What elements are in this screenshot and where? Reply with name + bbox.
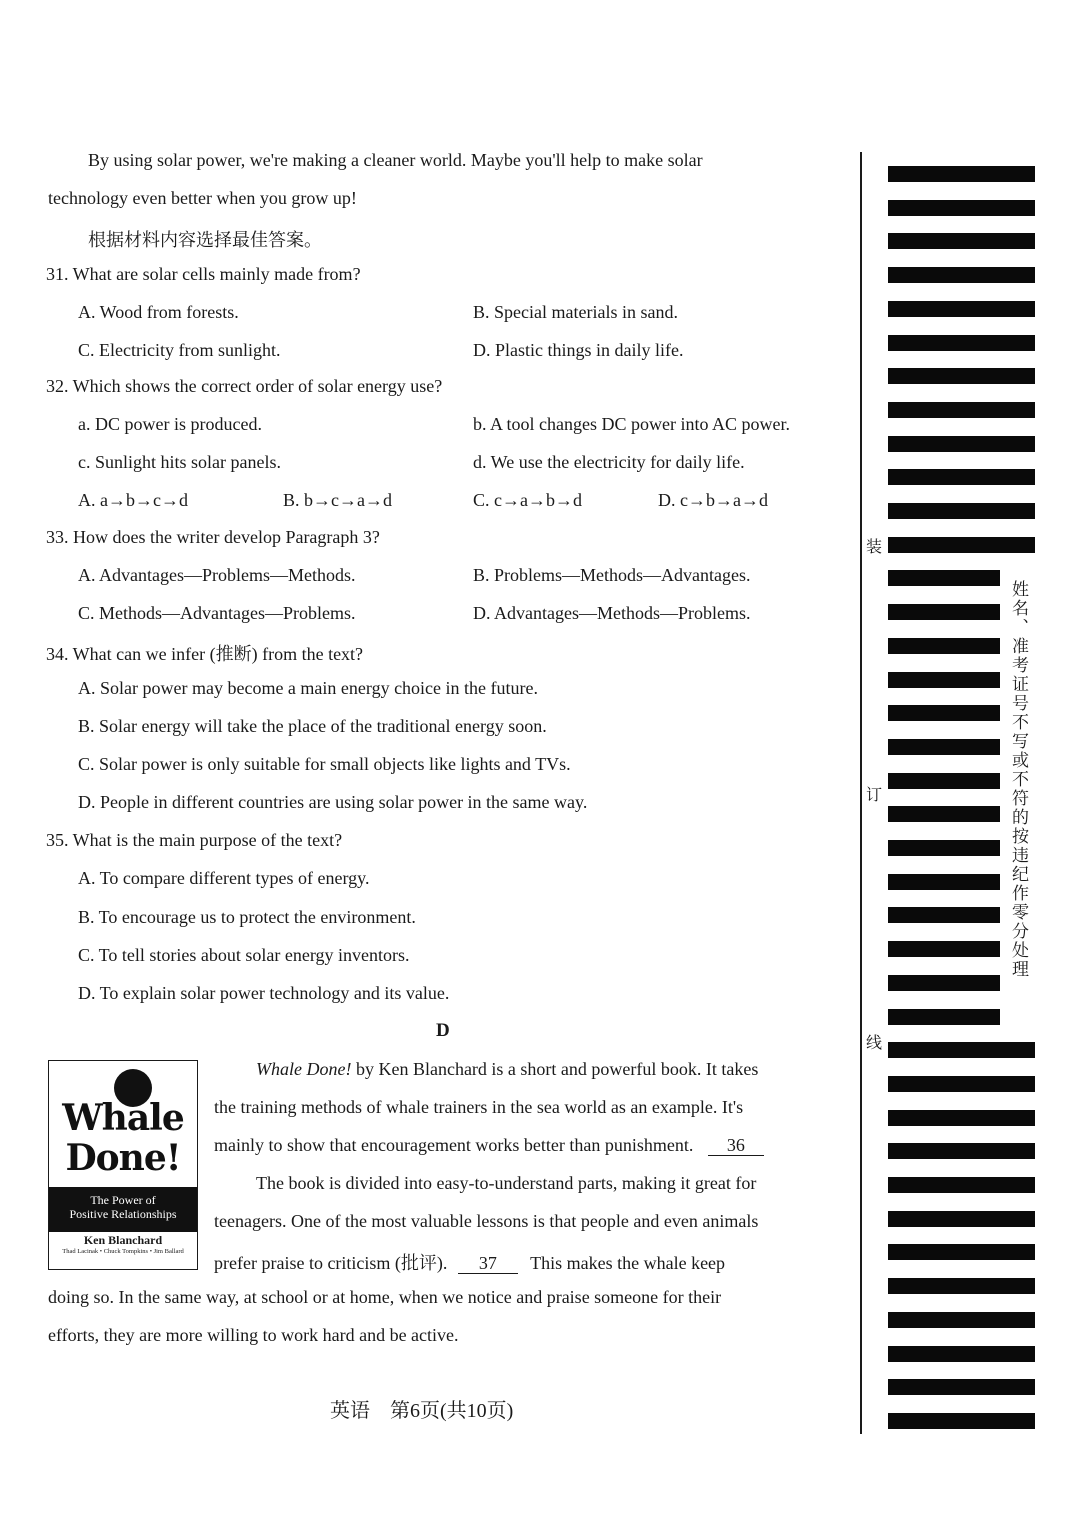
barcode-bar <box>888 806 1000 822</box>
barcode-bar <box>888 1177 1035 1193</box>
book-title-inline: Whale Done! <box>256 1059 352 1079</box>
book-author: Ken Blanchard <box>83 1233 163 1247</box>
q33-option-c: C. Methods—Advantages—Problems. <box>78 603 356 623</box>
barcode-bar <box>888 537 1035 553</box>
barcode-bar <box>888 402 1035 418</box>
binding-mark-bottom: 线 <box>866 1035 883 1052</box>
binding-mark-mid: 订 <box>866 787 883 804</box>
barcode-bar <box>888 705 1000 721</box>
barcode-bar <box>888 503 1035 519</box>
d-p1-line-1-rest: by Ken Blanchard is a short and powerful book. It takes <box>351 1059 759 1079</box>
barcode-bar <box>888 233 1035 249</box>
d-p1-line-2: the training methods of whale trainers in the sea world as an example. It's <box>214 1097 744 1117</box>
barcode-bar <box>888 1042 1035 1058</box>
d-p2-line-2: teenagers. One of the most valuable lessons is that people and even animals <box>214 1211 759 1231</box>
section-d-label: D <box>436 1020 450 1041</box>
book-title-line-1: Whale <box>62 1097 184 1139</box>
barcode-bar <box>888 469 1035 485</box>
q32-option-c: C. c→a→b→d <box>473 490 582 510</box>
intro-line-2: technology even better when you grow up! <box>48 188 357 208</box>
barcode-bar <box>888 739 1000 755</box>
q33-option-b: B. Problems—Methods—Advantages. <box>473 565 751 585</box>
barcode-bar <box>888 1076 1035 1092</box>
binding-line <box>860 152 862 1434</box>
barcode-bar <box>888 301 1035 317</box>
barcode-bar <box>888 1009 1000 1025</box>
barcode-bar <box>888 1110 1035 1126</box>
d-p1-line-3 <box>214 1135 764 1156</box>
q31-option-c: C. Electricity from sunlight. <box>78 340 281 360</box>
binding-notice: 姓名、准考证号不写或不符的按违纪作零分处理 <box>1008 580 1028 979</box>
question-31-stem: 31. What are solar cells mainly made from? <box>46 264 361 284</box>
barcode-bar <box>888 1312 1035 1328</box>
q33-option-d: D. Advantages—Methods—Problems. <box>473 603 751 623</box>
d-p1-line-1 <box>256 1059 758 1080</box>
q32-step-a: a. DC power is produced. <box>78 414 262 434</box>
barcode-bar <box>888 267 1035 283</box>
q32-option-b: B. b→c→a→d <box>283 490 392 510</box>
q32-option-d: D. c→b→a→d <box>658 490 768 510</box>
d-p2-line-3 <box>214 1249 725 1275</box>
q35-option-c: C. To tell stories about solar energy inventors. <box>78 945 410 965</box>
barcode-bar <box>888 604 1000 620</box>
page-footer: 英语 第6页(共10页) <box>330 1400 514 1422</box>
barcode-bar <box>888 1413 1035 1429</box>
q35-option-b: B. To encourage us to protect the environment. <box>78 907 416 927</box>
q31-option-b: B. Special materials in sand. <box>473 302 678 322</box>
q32-step-d: d. We use the electricity for daily life. <box>473 452 745 472</box>
q32-step-c: c. Sunlight hits solar panels. <box>78 452 281 472</box>
book-subtitle-band <box>49 1187 197 1232</box>
barcode-bar <box>888 335 1035 351</box>
barcode-bar <box>888 672 1000 688</box>
barcode-bar <box>888 907 1000 923</box>
q34-option-c: C. Solar power is only suitable for small objects like lights and TVs. <box>78 754 571 774</box>
book-subtitle-line-2: Positive Relationships <box>69 1207 177 1221</box>
d-p2-line-3a: prefer praise to criticism (批评). <box>214 1253 448 1273</box>
barcode-bar <box>888 638 1000 654</box>
book-coauthors: Thad Lacinak • Chuck Tompkins • Jim Ballard <box>62 1248 184 1255</box>
q31-option-a: A. Wood from forests. <box>78 302 239 322</box>
barcode-bar <box>888 1379 1035 1395</box>
intro-line-1: By using solar power, we're making a cleaner world. Maybe you'll help to make solar <box>88 150 703 170</box>
barcode-bar <box>888 200 1035 216</box>
d-p1-line-3-text: mainly to show that encouragement works better than punishment. <box>214 1135 694 1155</box>
question-35-stem: 35. What is the main purpose of the text? <box>46 830 343 850</box>
instruction: 根据材料内容选择最佳答案。 <box>88 230 322 250</box>
q31-option-d: D. Plastic things in daily life. <box>473 340 684 360</box>
barcode-bar <box>888 570 1000 586</box>
barcode-bar <box>888 166 1035 182</box>
q34-option-a: A. Solar power may become a main energy choice in the future. <box>78 678 539 698</box>
barcode-bar <box>888 874 1000 890</box>
barcode-bar <box>888 436 1035 452</box>
d-p2-line-1: The book is divided into easy-to-understand parts, making it great for <box>256 1173 757 1193</box>
barcode-bar <box>888 1143 1035 1159</box>
q32-step-b: b. A tool changes DC power into AC power. <box>473 414 790 434</box>
binding-mark-top: 装 <box>866 539 883 556</box>
barcode-bar <box>888 840 1000 856</box>
q32-option-a: A. a→b→c→d <box>78 490 188 510</box>
question-33-stem: 33. How does the writer develop Paragraph 3? <box>46 527 380 547</box>
blank-36[interactable]: 36 <box>708 1135 764 1156</box>
book-title-line-2: Done! <box>65 1137 181 1179</box>
d-p2-line-4: doing so. In the same way, at school or at home, when we notice and praise someone for their <box>48 1287 722 1307</box>
d-p2-line-3b: This makes the whale keep <box>530 1253 726 1273</box>
question-34-stem: 34. What can we infer (推断) from the text? <box>46 644 364 664</box>
q35-option-a: A. To compare different types of energy. <box>78 868 370 888</box>
barcode-bar <box>888 975 1000 991</box>
book-subtitle-line-1: The Power of <box>90 1193 156 1207</box>
barcode-bar <box>888 773 1000 789</box>
q34-option-d: D. People in different countries are using solar power in the same way. <box>78 792 588 812</box>
barcode-bar <box>888 1211 1035 1227</box>
barcode-bar <box>888 368 1035 384</box>
barcode-bar <box>888 941 1000 957</box>
book-cover-image <box>48 1060 198 1270</box>
barcode-bar <box>888 1278 1035 1294</box>
barcode-bar <box>888 1244 1035 1260</box>
q33-option-a: A. Advantages—Problems—Methods. <box>78 565 356 585</box>
blank-37[interactable]: 37 <box>458 1253 518 1274</box>
q35-option-d: D. To explain solar power technology and its value. <box>78 983 450 1003</box>
q34-option-b: B. Solar energy will take the place of the traditional energy soon. <box>78 716 547 736</box>
d-p2-line-5: efforts, they are more willing to work hard and be active. <box>48 1325 459 1345</box>
barcode-bar <box>888 1346 1035 1362</box>
question-32-stem: 32. Which shows the correct order of solar energy use? <box>46 376 443 396</box>
